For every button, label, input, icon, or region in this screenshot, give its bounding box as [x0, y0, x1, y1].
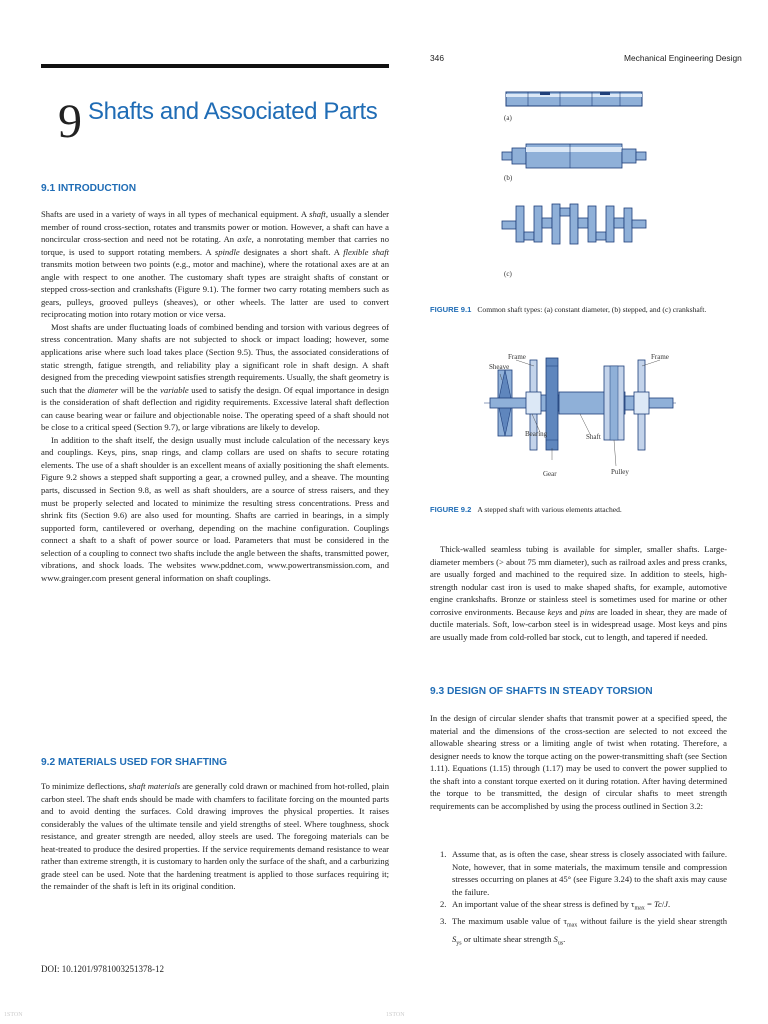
chapter-number: 9 — [58, 95, 82, 148]
section-heading-9-3: 9.3 DESIGN OF SHAFTS IN STEADY TORSION — [430, 686, 653, 697]
figure-label: FIGURE 9.1 — [430, 305, 472, 314]
list-item: 2. An important value of the shear stress is defined by $\tau_{max} = Tc/J$. — [440, 899, 671, 912]
page-number: 346 — [430, 53, 444, 63]
figure-9-2-drawing — [480, 348, 680, 483]
section-9-1-body — [41, 208, 389, 584]
design-steps-list — [440, 848, 727, 950]
paragraph: To minimize deflections, shaft materials are generally cold drawn or machined from hot-rolled, plain carbon steel. The shaft ends should be made with chamfers to facilitate forcing on the mounted parts and to avoid denting the surfaces. Cold drawing improves the physical properties. It raises considerably the values of the ultimate tensile and yield strengths of steel. Where toughness, shock resistance, and greater strength are needed, alloy steels are used. The foregoing materials can be heat-treated to produce the desired properties. If the service requirements demand resistance to wear rather than extreme strength, it is customary to harden only the surface of the shaft, and a carburizing grade steel can be used. Note that the hardening treatment is applied to those surfaces requiring it; the remainder of the shaft is left in its original condition. — [41, 781, 389, 892]
constant-diameter-shaft — [506, 92, 642, 106]
label-frame-right: Frame — [651, 353, 669, 361]
doi: DOI: 10.1201/9781003251378-12 — [41, 964, 164, 974]
label-bearing: Bearing — [525, 430, 548, 438]
paragraph: In addition to the shaft itself, the design usually must include calculation of the necessary keys and couplings. Keys, pins, snap rings, and clamp collars are used on shafts to secure rotating elements. The use of a shaft shoulder is an excellent means of axially positioning the shaft elements. Figure 9.2 shows a stepped shaft supporting a gear, a crowned pulley, and a sheave. The mounting parts, discussed in Section 9.8, as well as shaft shoulders, are a source of stress raisers, and they must be properly selected and located to minimize the resulting stress concentrations. Press and shrink fits (Section 9.6) are also used for mounting. Shafts are carried in bearings, in a simply supported form, cantilevered or overhang, depending on the machine configuration. Couplings connect a shaft to a shaft of power source or load. Parameters that must be considered in the selection of a coupling to connect two shafts include the angle between the shafts, transmitted power, vibrations, and shock loads. The websites www.pddnet.com, www.powertransmission.com, and www.grainger.com present general information on shaft couplings. — [41, 434, 389, 583]
section-9-2-body — [41, 780, 389, 893]
caption-text: A stepped shaft with various elements attached. — [477, 505, 622, 514]
list-item: 1. Assume that, as is often the case, shear stress is closely associated with failure. Note, however, that in some materials, the maximum tensile and compression stresses occurring on planes at 45° (see Figure 3.24) to the shaft axis may cause the failure. — [440, 849, 727, 897]
label-pulley: Pulley — [611, 468, 629, 476]
figure-9-1-label-b: (b) — [504, 174, 513, 182]
figure-9-1-drawing — [500, 86, 650, 286]
paragraph: Shafts are used in a variety of ways in all types of mechanical equipment. A shaft, usually a slender member of round cross-section, rotates and transmits power or motion. However, a shaft can have a noncircular cross-section and need not be rotating. An axle, a nonrotating member that carries no torque, is used to support rotating members. A spindle designates a short shaft. A flexible shaft transmits motion between two points (e.g., motor and machine), where the rotational axes are at an angle with respect to one another. The customary shaft types are straight shafts of constant or stepped cross-section and crankshafts (Figure 9.1). The former two carry rotating members such as gears, pulleys, grooved pulleys (sheaves), or other wheels. The latter are used to convert reciprocating motion into rotary motion or vice versa. — [41, 209, 389, 320]
chapter-rule — [41, 64, 389, 68]
figure-label: FIGURE 9.2 — [430, 505, 472, 514]
book-title: Mechanical Engineering Design — [624, 53, 742, 63]
crankshaft — [502, 204, 646, 244]
figure-9-2-caption — [430, 505, 750, 514]
section-heading-9-1: 9.1 INTRODUCTION — [41, 183, 137, 194]
paragraph: Most shafts are under fluctuating loads of combined bending and torsion with various degrees of stress concentration. Many shafts are not subjected to shock or impact loading; however, some applications arise where such load takes place (Section 9.5). Thus, the associated considerations of static strength, fatigue strength, and reliability play a significant role in shaft design. A shaft designed from the preceding viewpoint satisfies strength requirements. Usually, the shaft geometry is such that the diameter will be the variable used to satisfy the design. Of equal importance in design is the consideration of shaft deflection and rigidity requirements. Excessive lateral shaft deflection can cause bearing wear or failure and objectionable noise. The operating speed of a shaft should not be close to a critical speed (Section 9.7), or large vibrations are likely to develop. — [41, 321, 389, 433]
list-item: 3. The maximum usable value of $\tau_{max}$ without failure is the yield shear strength $S_{ys}$ or ultimate shear strength $S_{us}$. — [440, 916, 727, 947]
chapter-title: Shafts and Associated Parts — [88, 98, 378, 125]
figure-9-1-caption — [430, 305, 750, 314]
watermark: 1STON — [4, 1012, 23, 1018]
label-frame-left: Frame — [508, 353, 526, 361]
figure-9-1-label-c: (c) — [504, 270, 512, 278]
caption-text: Common shaft types: (a) constant diameter, (b) stepped, and (c) crankshaft. — [477, 305, 707, 314]
label-sheave: Sheave — [489, 363, 510, 371]
section-9-3-body — [430, 712, 727, 812]
watermark: 1STON — [386, 1012, 405, 1018]
stepped-shaft — [502, 144, 646, 168]
section-heading-9-2: 9.2 MATERIALS USED FOR SHAFTING — [41, 757, 228, 768]
figure-9-1-label-a: (a) — [504, 114, 512, 122]
section-9-2-continued — [430, 543, 727, 643]
paragraph: Thick-walled seamless tubing is available for simpler, smaller shafts. Large-diameter members (> about 75 mm diameter), such as railroad axles and press cranks, are usually forged and machined to the required size. In addition to steels, high-strength nodular cast iron is used to make shaped shafts, for example, automotive engine crankshafts. Bronze or stainless steel is sometimes used for marine or other corrosive environments. Because keys and pins are loaded in shear, they are made of ductile materials. Soft, low-carbon steel is in widespread usage. Most keys and pins are usually made from cold-rolled bar stock, cut to length, and tapered if needed. — [430, 544, 727, 642]
paragraph: In the design of circular slender shafts that transmit power at a specified speed, the material and the dimensions of the cross-section are selected to not exceed the allowable shearing stress or a limiting angle of twist when rotating. Therefore, a designer needs to know the torque acting on the power-transmitting shaft (see Section 1.11). Equations (1.15) through (1.17) may be used to convert the power supplied to the shaft into a constant torque exerted on it during rotation. After having determined the torque to be transmitted, the design of circular shafts to meet strength requirements can be accomplished by using the process outlined in Section 3.2: — [430, 713, 727, 811]
label-gear: Gear — [543, 470, 557, 478]
label-shaft: Shaft — [586, 433, 601, 441]
